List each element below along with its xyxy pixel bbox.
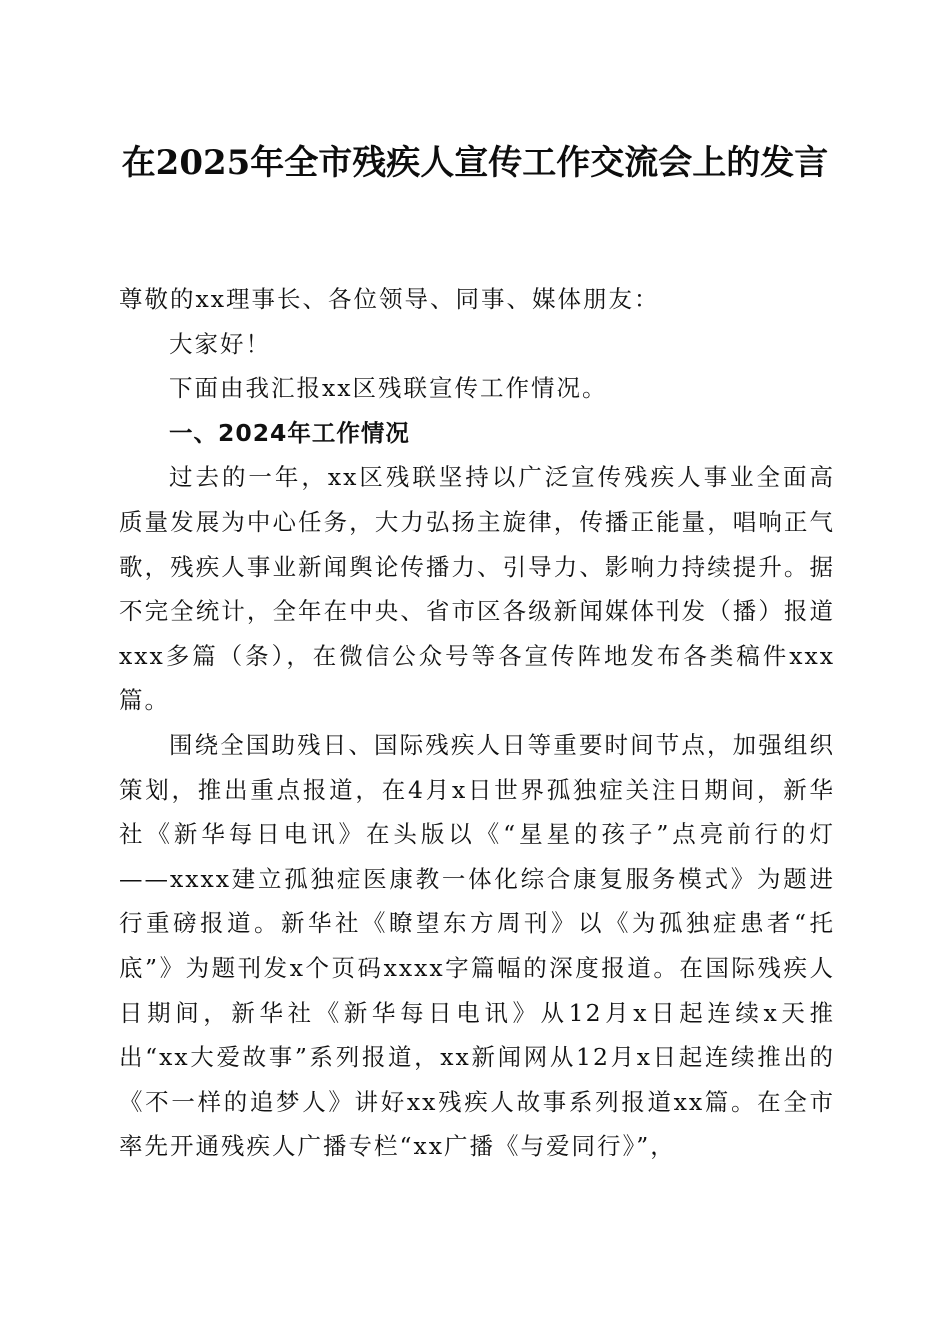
intro-line: 下面由我汇报xx区残联宣传工作情况。 [169, 374, 608, 403]
section-heading: 一、2024年工作情况 [169, 418, 410, 447]
paragraph-1: 过去的一年，xx区残联坚持以广泛宣传残疾人事业全面高质量发展为中心任务，大力弘扬主旋律，传播正能量，唱响正气歌，残疾人事业新闻舆论传播力、引导力、影响力持续提升。据不完全统计，全年在中央、省市区各级新闻媒体刊发（播）报道xxx多篇（条），在微信公众号等各宣传阵地发布各类稿件xxx篇。 [119, 463, 835, 715]
salutation: 尊敬的xx理事长、各位领导、同事、媒体朋友： [119, 285, 660, 313]
document-body [119, 277, 835, 1169]
paragraph-2: 围绕全国助残日、国际残疾人日等重要时间节点，加强组织策划，推出重点报道，在4月x日世界孤独症关注日期间，新华社《新华每日电讯》在头版以《“星星的孩子”点亮前行的灯——xxxx建立孤独症医康教一体化综合康复服务模式》为题进行重磅报道。新华社《瞭望东方周刊》以《为孤独症患者“托底”》为题刊发x个页码xxxx字篇幅的深度报道。在国际残疾人日期间，新华社《新华每日电讯》从12月x日起连续x天推出“xx大爱故事”系列报道，xx新闻网从12月x日起连续推出的《不一样的追梦人》讲好xx残疾人故事系列报道xx篇。在全市率先开通残疾人广播专栏“xx广播《与爱同行》”， [119, 730, 835, 1161]
greeting: 大家好！ [169, 329, 271, 358]
document-title: 在2025年全市残疾人宣传工作交流会上的发言 [121, 143, 829, 183]
